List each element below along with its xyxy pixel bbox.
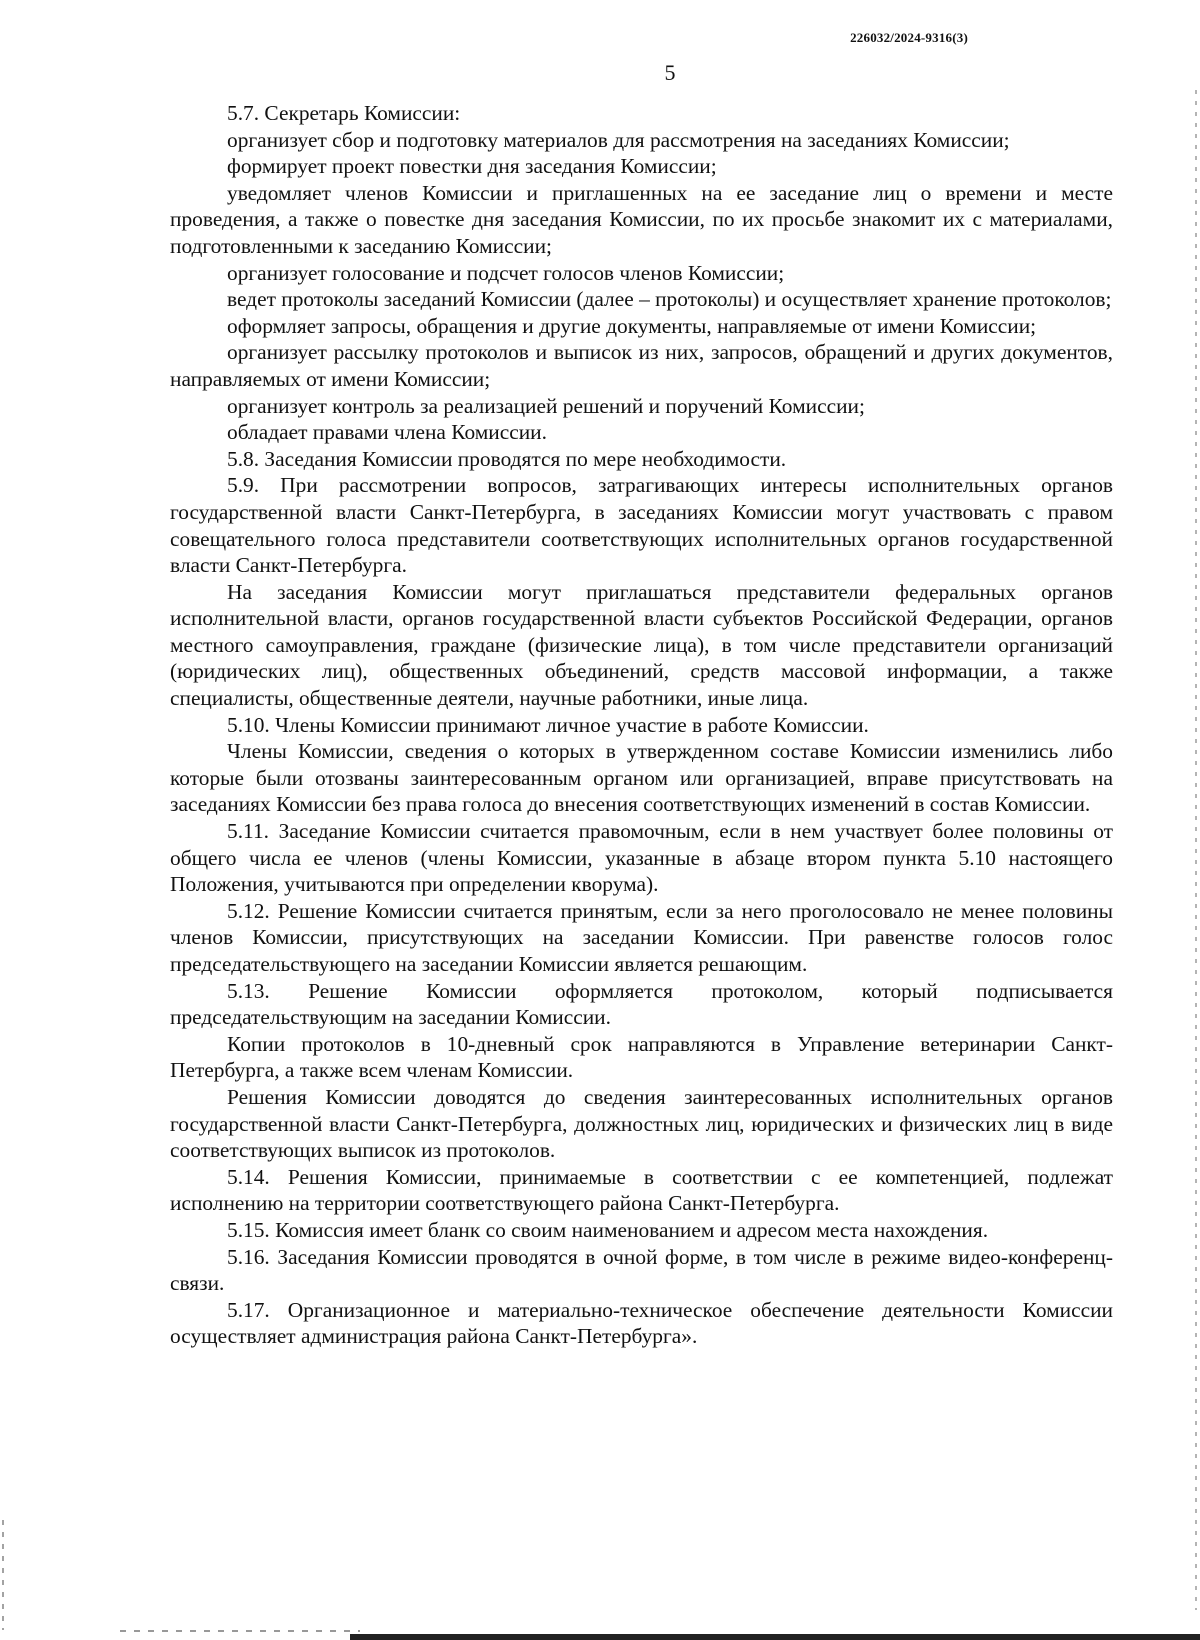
document-body: [170, 100, 1113, 1350]
paragraph: формирует проект повестки дня заседания Комиссии;: [227, 154, 717, 179]
scan-edge-bottom: [350, 1632, 1200, 1640]
paragraph: оформляет запросы, обращения и другие документы, направляемые от имени Комиссии;: [227, 313, 1037, 338]
paragraph: 5.7. Секретарь Комиссии:: [227, 101, 461, 125]
paragraph: 5.13. Решение Комиссии оформляется протоколом, который подписывается председательствующим на заседании Комиссии.: [170, 978, 1113, 1030]
paragraph: 5.10. Члены Комиссии принимают личное участие в работе Комиссии.: [227, 712, 869, 737]
paragraph: На заседания Комиссии могут приглашаться представители федеральных органов исполнительной власти, органов государственной власти субъектов Российской Федерации, органов местного самоуправления, граждане (физические лица), в том числе представители организаций (юридических лиц), общественных объединений, средств массовой информации, а также специалисты, общественные деятели, научные работники, иные лица.: [170, 579, 1113, 711]
paragraph: 5.15. Комиссия имеет бланк со своим наименованием и адресом места нахождения.: [227, 1217, 989, 1242]
paragraph: организует рассылку протоколов и выписок из них, запросов, обращений и других документов, направляемых от имени Комиссии;: [170, 340, 1113, 391]
paragraph: 5.8. Заседания Комиссии проводятся по мере необходимости.: [227, 446, 787, 471]
paragraph: 5.9. При рассмотрении вопросов, затрагивающих интересы исполнительных органов государственной власти Санкт-Петербурга, в заседаниях Комиссии могут участвовать с правом совещательного голоса представители соответствующих исполнительных органов государственной власти Санкт-Петербурга.: [170, 473, 1113, 578]
paragraph: 5.16. Заседания Комиссии проводятся в очной форме, в том числе в режиме видео-конференц-связи.: [170, 1244, 1113, 1296]
document-number: 226032/2024-9316(3): [850, 30, 968, 45]
paragraph: Решения Комиссии доводятся до сведения заинтересованных исполнительных органов государственной власти Санкт-Петербурга, должностных лиц, юридических и физических лиц в виде соответствующих выписок из протоколов.: [170, 1084, 1113, 1163]
scan-edge-bottom-faint: [120, 1630, 360, 1632]
paragraph: Копии протоколов в 10-дневный срок направляются в Управление ветеринарии Санкт-Петербурга, а также всем членам Комиссии.: [170, 1031, 1113, 1083]
page-number: 5: [664, 60, 676, 85]
paragraph: 5.12. Решение Комиссии считается принятым, если за него проголосовало не менее половины членов Комиссии, присутствующих на заседании Комиссии. При равенстве голосов голос председательствующего на заседании Комиссии является решающим.: [170, 898, 1113, 976]
scan-edge-left: [2, 1520, 4, 1630]
paragraph: 5.17. Организационное и материально-техническое обеспечение деятельности Комиссии осуществляет администрация района Санкт-Петербурга».: [170, 1297, 1113, 1349]
paragraph: 5.11. Заседание Комиссии считается правомочным, если в нем участвует более половины от общего числа ее членов (члены Комиссии, указанные в абзаце втором пункта 5.10 настоящего Положения, учитываются при определении кворума).: [170, 819, 1113, 897]
paragraph: обладает правами члена Комиссии.: [227, 420, 547, 445]
paragraph: организует сбор и подготовку материалов для рассмотрения на заседаниях Комиссии;: [227, 127, 1010, 152]
paragraph: организует контроль за реализацией решений и поручений Комиссии;: [227, 393, 865, 418]
paragraph: 5.14. Решения Комиссии, принимаемые в соответствии с ее компетенцией, подлежат исполнению на территории соответствующего района Санкт-Петербурга.: [170, 1164, 1113, 1216]
scan-edge-right: [1195, 90, 1197, 1610]
paragraph: уведомляет членов Комиссии и приглашенных на ее заседание лиц о времени и месте проведения, а также о повестке дня заседания Комиссии, по их просьбе знакомит их с материалами, подготовленными к заседанию Комиссии;: [170, 180, 1113, 258]
paragraph: Члены Комиссии, сведения о которых в утвержденном составе Комиссии изменились либо которые были отозваны заинтересованным органом или организацией, вправе присутствовать на заседаниях Комиссии без права голоса до внесения соответствующих изменений в состав Комиссии.: [170, 739, 1113, 817]
paragraph: организует голосование и подсчет голосов членов Комиссии;: [227, 260, 785, 285]
paragraph: ведет протоколы заседаний Комиссии (далее – протоколы) и осуществляет хранение протоколов;: [227, 287, 1112, 312]
